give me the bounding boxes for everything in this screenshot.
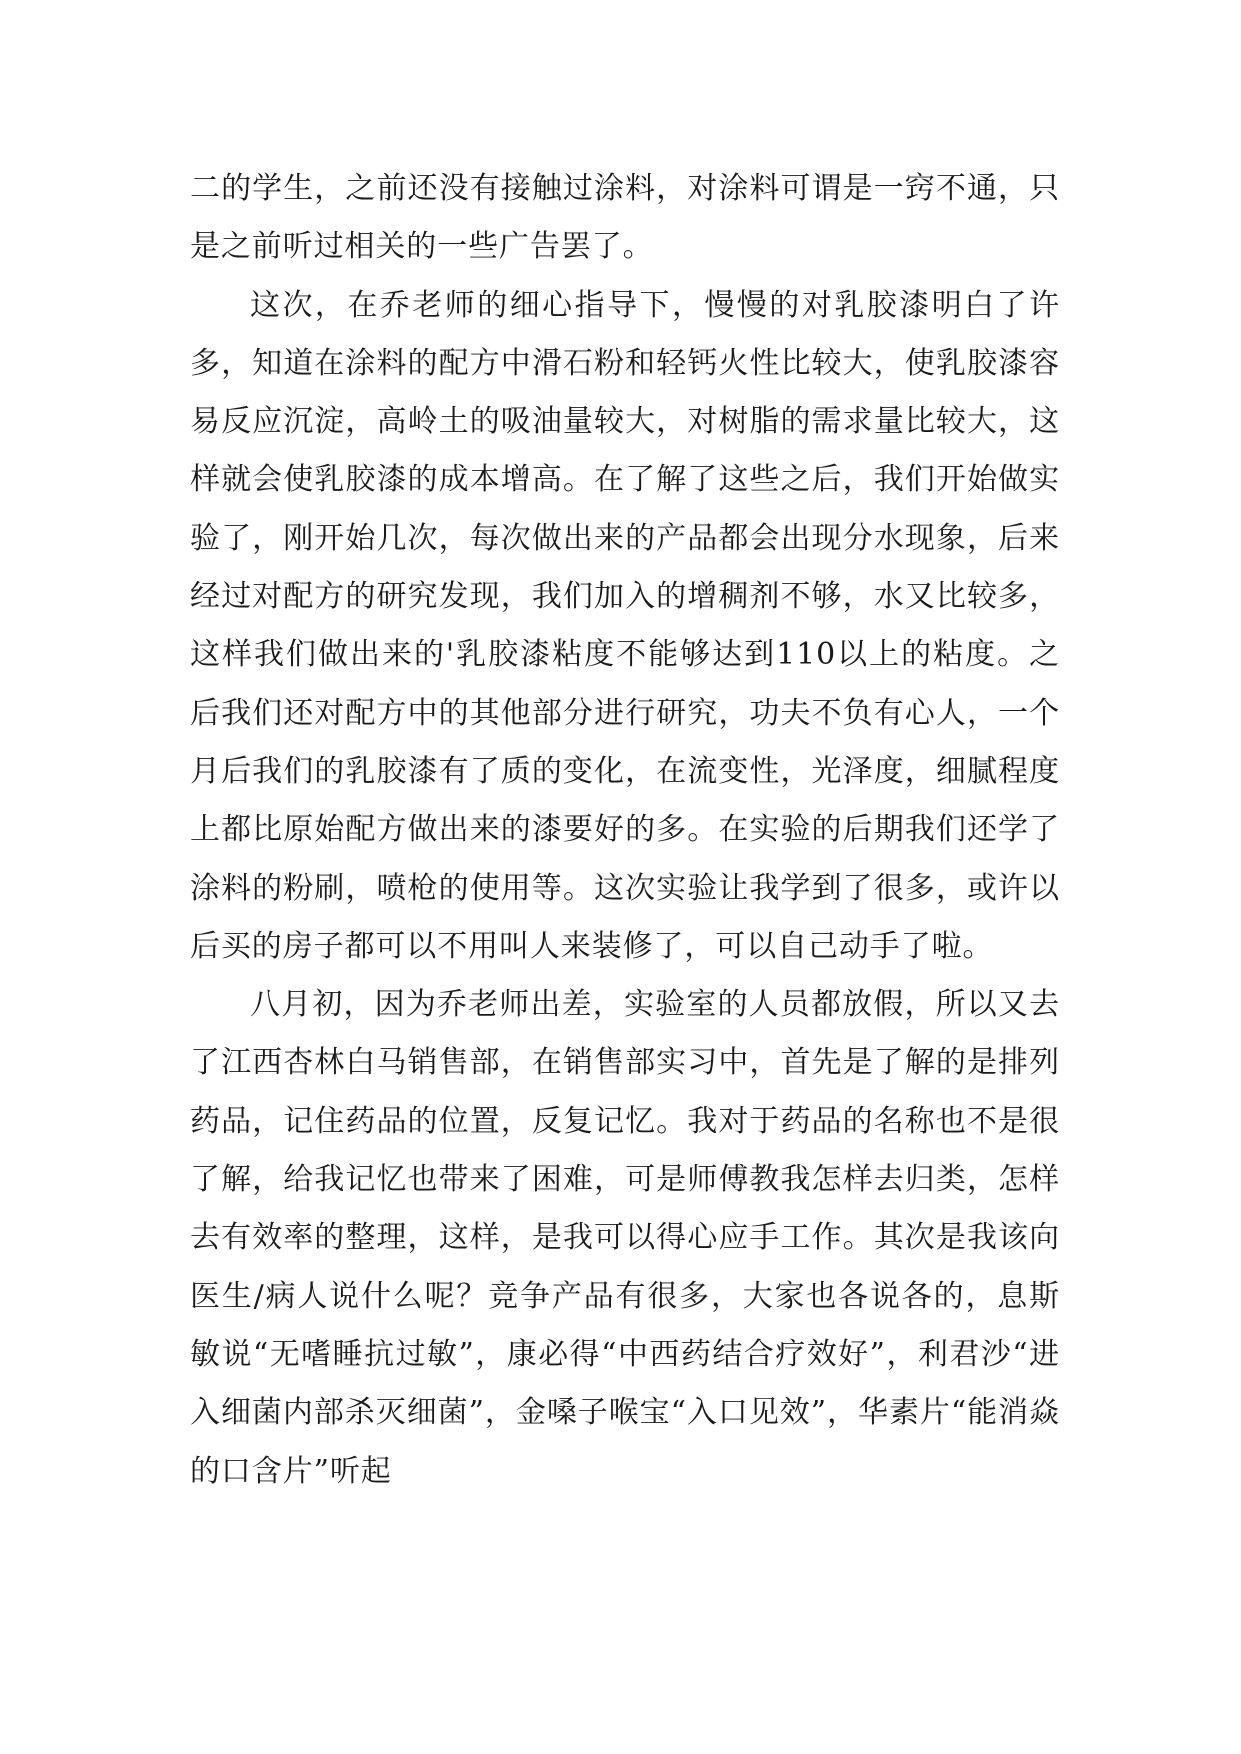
paragraph-3: 八月初，因为乔老师出差，实验室的人员都放假，所以又去了江西杏林白马销售部，在销售部实习中，首先是了解的是排列药品，记住药品的位置，反复记忆。我对于药品的名称也不是很了解，给我记忆也带来了困难，可是师傅教我怎样去归类，怎样去有效率的整理，这样，是我可以得心应手工作。其次是我该向医生/病人说什么呢？竞争产品有很多，大家也各说各的，息斯敏说“无嗜睡抗过敏”，康必得“中西药结合疗效好”，利君沙“进入细菌内部杀灭细菌”，金嗓子喉宝“入口见效”，华素片“能消焱的口含片”听起: [190, 987, 1060, 1489]
paragraph-1: 二的学生，之前还没有接触过涂料，对涂料可谓是一窍不通，只是之前听过相关的一些广告罢了。: [190, 171, 1060, 265]
paragraph-2: 这次，在乔老师的细心指导下，慢慢的对乳胶漆明白了许多，知道在涂料的配方中滑石粉和轻钙火性比较大，使乳胶漆容易反应沉淀，高岭土的吸油量较大，对树脂的需求量比较大，这样就会使乳胶漆的成本增高。在了解了这些之后，我们开始做实验了，刚开始几次，每次做出来的产品都会出现分水现象，后来经过对配方的研究发现，我们加入的增稠剂不够，水又比较多，这样我们做出来的'乳胶漆粘度不能够达到110以上的粘度。之后我们还对配方中的其他部分进行研究，功夫不负有心人，一个月后我们的乳胶漆有了质的变化，在流变性，光泽度，细腻程度上都比原始配方做出来的漆要好的多。在实验的后期我们还学了涂料的粉刷，喷枪的使用等。这次实验让我学到了很多，或许以后买的房子都可以不用叫人来装修了，可以自己动手了啦。: [190, 287, 1060, 964]
body-text: [190, 160, 1060, 1501]
